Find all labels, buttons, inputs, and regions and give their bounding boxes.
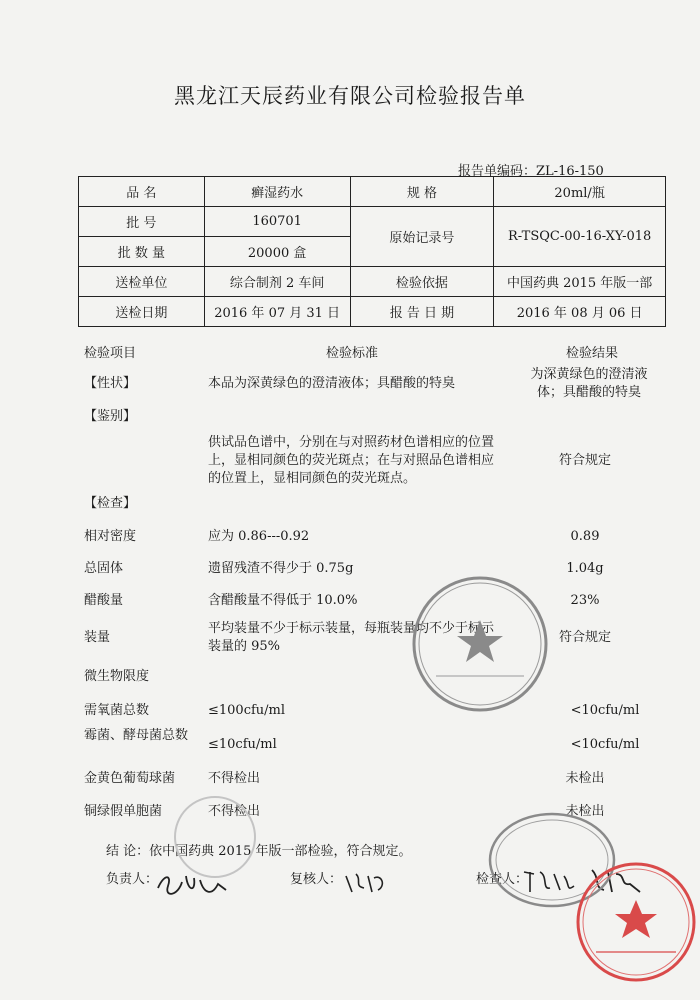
acetic-result: 23% <box>570 593 600 608</box>
batch-no-label: 批 号 <box>79 207 205 237</box>
reviewer-signature <box>342 866 392 896</box>
density-item: 相对密度 <box>84 529 137 544</box>
pseudo-result: 未检出 <box>565 804 605 819</box>
mold-result: <10cfu/ml <box>570 737 640 752</box>
micro-item: 微生物限度 <box>84 669 150 684</box>
acetic-standard: 含醋酸量不得低于 10.0% <box>208 593 358 608</box>
quantity-value: 20000 盒 <box>204 237 350 267</box>
report-number-value: ZL-16-150 <box>536 164 604 179</box>
red-qa-stamp <box>572 856 700 988</box>
col-header-result: 检验结果 <box>566 346 619 361</box>
fill-item: 装量 <box>84 630 111 645</box>
inspector-label: 检查人： <box>476 872 529 887</box>
info-table <box>78 176 666 327</box>
col-header-standard: 检验标准 <box>326 346 379 361</box>
product-name-label: 品 名 <box>79 177 205 207</box>
batch-no-value: 160701 <box>204 207 350 237</box>
density-standard: 应为 0.86---0.92 <box>208 529 310 544</box>
section-appearance: 【性状】 <box>84 376 137 391</box>
product-name-value: 癣湿药水 <box>204 177 350 207</box>
reviewer-label: 复核人： <box>290 872 343 887</box>
pseudo-item: 铜绿假单胞菌 <box>84 804 163 819</box>
appearance-standard: 本品为深黄绿色的澄清液体；具醋酸的特臭 <box>208 376 456 391</box>
report-title: 黑龙江天辰药业有限公司检验报告单 <box>174 84 526 108</box>
dept-label: 送检单位 <box>79 267 205 297</box>
spec-value: 20ml/瓶 <box>494 177 666 207</box>
identification-standard: 供试品色谱中，分别在与对照药材色谱相应的位置上，显相同颜色的荧光斑点；在与对照品色谱相应的位置上，显相同颜色的荧光斑点。 <box>208 435 495 486</box>
basis-value: 中国药典 2015 年版一部 <box>494 267 666 297</box>
report-date-label: 报 告 日 期 <box>350 297 494 327</box>
staph-item: 金黄色葡萄球菌 <box>84 771 176 786</box>
aerobic-item: 需氧菌总数 <box>84 703 150 718</box>
mold-item: 霉菌、酵母菌总数 <box>84 728 189 743</box>
aerobic-standard: ≤100cfu/ml <box>208 703 286 718</box>
section-identification: 【鉴别】 <box>84 409 137 424</box>
spec-label: 规 格 <box>350 177 494 207</box>
fill-standard: 平均装量不少于标示装量，每瓶装量均不少于标示装量的 95% <box>208 621 495 654</box>
record-no-label: 原始记录号 <box>350 207 494 267</box>
col-header-item: 检验项目 <box>84 346 137 361</box>
appearance-result: 为深黄绿色的澄清液体；具醋酸的特臭 <box>530 367 648 400</box>
faint-stamp <box>160 792 270 882</box>
density-result: 0.89 <box>570 529 600 544</box>
submit-date-label: 送检日期 <box>79 297 205 327</box>
section-tests: 【检查】 <box>84 496 137 511</box>
quantity-label: 批 数 量 <box>79 237 205 267</box>
submit-date-value: 2016 年 07 月 31 日 <box>204 297 350 327</box>
aerobic-result: <10cfu/ml <box>570 703 640 718</box>
mold-standard: ≤10cfu/ml <box>208 737 277 752</box>
staph-result: 未检出 <box>565 771 605 786</box>
acetic-item: 醋酸量 <box>84 593 124 608</box>
qa-department-stamp <box>408 572 552 716</box>
solids-item: 总固体 <box>84 561 124 576</box>
conclusion-label: 结 论： <box>106 844 150 859</box>
conclusion-text: 依中国药典 2015 年版一部检验，符合规定。 <box>149 844 412 859</box>
report-number-label: 报告单编码： <box>458 164 537 179</box>
dept-value: 综合制剂 2 车间 <box>204 267 350 297</box>
staph-standard: 不得检出 <box>208 771 261 786</box>
identification-result: 符合规定 <box>558 453 611 468</box>
responsible-label: 负责人： <box>106 872 159 887</box>
report-date-value: 2016 年 08 月 06 日 <box>494 297 666 327</box>
basis-label: 检验依据 <box>350 267 494 297</box>
solids-result: 1.04g <box>566 561 604 576</box>
solids-standard: 遗留残渣不得少于 0.75g <box>208 561 354 576</box>
record-no-value: R-TSQC-00-16-XY-018 <box>494 207 666 267</box>
fill-result: 符合规定 <box>558 630 611 645</box>
pseudo-standard: 不得检出 <box>208 804 261 819</box>
